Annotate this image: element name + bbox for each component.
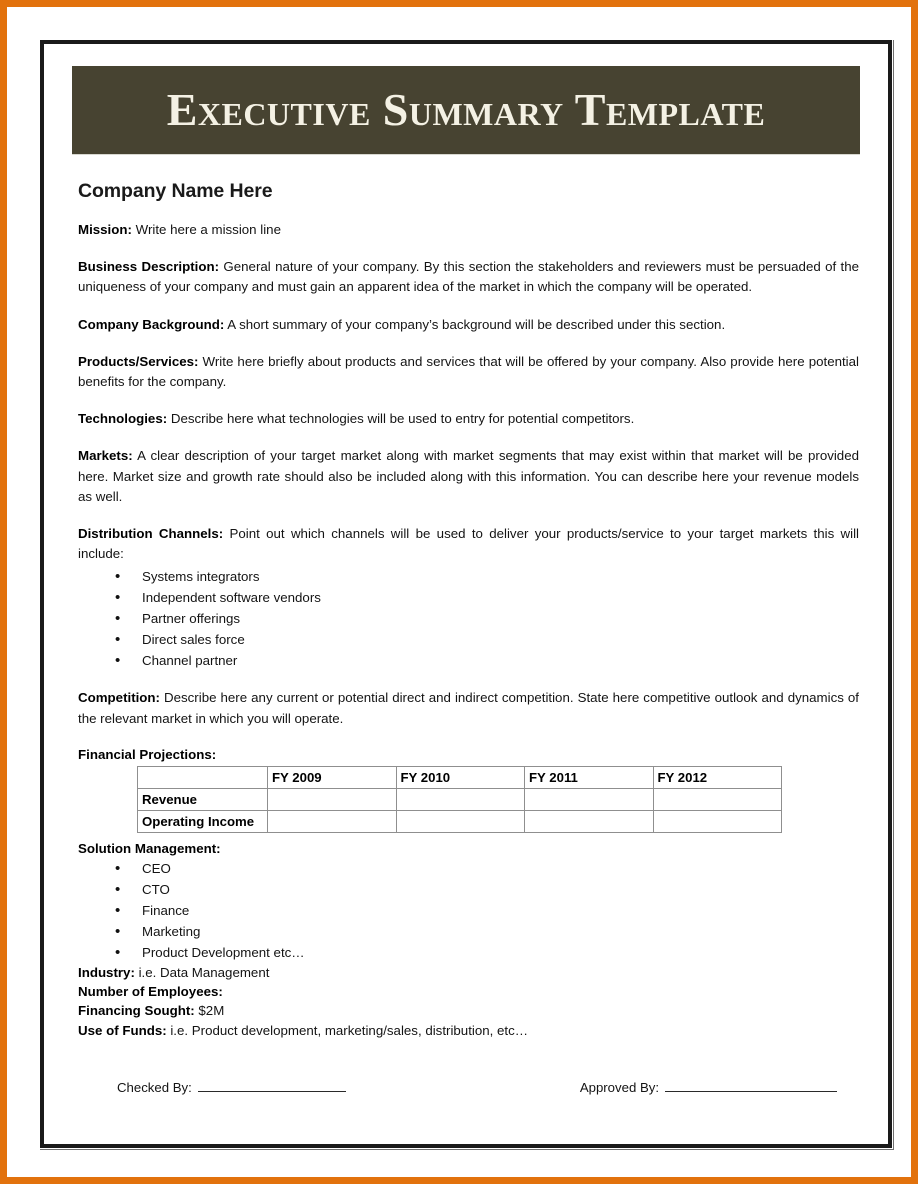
section-text-technologies: Describe here what technologies will be used to entry for potential competitors. bbox=[167, 411, 635, 427]
section-label-company-background: Company Background: bbox=[78, 316, 225, 332]
list-item: • Channel partner bbox=[75, 650, 859, 671]
column-header-fy2009: FY 2009 bbox=[268, 766, 397, 788]
section-products-services bbox=[78, 352, 859, 392]
section-text-competition: Describe here any current or potential direct and indirect competition. State here competitive outlook and dynamics of the relevant market in which you will operate. bbox=[78, 690, 859, 726]
list-item: • Product Development etc… bbox=[75, 942, 859, 963]
section-mission bbox=[78, 220, 859, 240]
detail-use-of-funds bbox=[78, 1021, 859, 1040]
list-item: • Marketing bbox=[75, 921, 859, 942]
detail-value-financing-sought: $2M bbox=[194, 1003, 225, 1019]
section-competition bbox=[78, 688, 859, 728]
page-title: Executive Summary Template bbox=[166, 84, 766, 135]
section-technologies bbox=[78, 409, 859, 429]
signature-row bbox=[75, 1080, 859, 1095]
detail-financing-sought bbox=[78, 1001, 859, 1020]
detail-label-financing-sought: Financing Sought: bbox=[78, 1003, 195, 1019]
column-header-fy2011: FY 2011 bbox=[525, 766, 654, 788]
column-header-fy2012: FY 2012 bbox=[653, 766, 782, 788]
detail-value-industry: i.e. Data Management bbox=[134, 964, 270, 980]
section-label-technologies: Technologies: bbox=[78, 411, 168, 427]
solution-management-label: Solution Management: bbox=[78, 840, 221, 856]
approved-by-label: Approved By: bbox=[579, 1079, 659, 1095]
row-label-revenue: Revenue bbox=[138, 788, 268, 810]
financial-projections-label: Financial Projections: bbox=[78, 746, 217, 762]
section-label-business-description: Business Description: bbox=[78, 259, 220, 275]
row-label-operating-income: Operating Income bbox=[138, 810, 268, 832]
document-title-banner bbox=[72, 66, 860, 154]
section-text-markets: A clear description of your target market along with market segments that may exist within that market will be provided here. Market size and growth rate should also be included along with this information. You can describe here your revenue models as well. bbox=[78, 448, 859, 504]
table-row bbox=[138, 788, 782, 810]
table-corner-cell bbox=[138, 766, 268, 788]
section-label-distribution-channels: Distribution Channels: bbox=[78, 526, 224, 542]
cell-operating-income-fy2012[interactable] bbox=[653, 810, 782, 832]
section-label-mission: Mission: bbox=[78, 222, 132, 237]
section-business-description bbox=[78, 257, 859, 297]
section-label-competition: Competition: bbox=[78, 690, 160, 706]
column-header-fy2010: FY 2010 bbox=[396, 766, 525, 788]
list-item: • CTO bbox=[75, 879, 859, 900]
cell-revenue-fy2010[interactable] bbox=[396, 788, 525, 810]
detail-value-use-of-funds: i.e. Product development, marketing/sales, distribution, etc… bbox=[166, 1022, 529, 1038]
document-page bbox=[40, 40, 892, 1148]
detail-label-number-of-employees: Number of Employees: bbox=[78, 984, 223, 1000]
cell-revenue-fy2009[interactable] bbox=[268, 788, 397, 810]
section-label-products-services: Products/Services: bbox=[78, 353, 199, 369]
list-item: • Finance bbox=[75, 900, 859, 921]
approved-by-field bbox=[580, 1080, 837, 1095]
list-item: • CEO bbox=[75, 858, 859, 879]
detail-label-use-of-funds: Use of Funds: bbox=[78, 1022, 167, 1038]
cell-revenue-fy2011[interactable] bbox=[525, 788, 654, 810]
section-text-products-services: Write here briefly about products and services that will be offered by your company. Also provide here potential benefits for the company. bbox=[78, 353, 859, 390]
list-item: • Systems integrators bbox=[75, 566, 859, 587]
detail-label-industry: Industry: bbox=[78, 964, 135, 980]
cell-revenue-fy2012[interactable] bbox=[653, 788, 782, 810]
checked-by-field bbox=[117, 1080, 346, 1095]
detail-number-of-employees bbox=[78, 982, 859, 1001]
financial-projections-table bbox=[137, 766, 782, 833]
checked-by-label: Checked By: bbox=[117, 1079, 192, 1095]
list-item: • Partner offerings bbox=[75, 608, 859, 629]
distribution-channels-list bbox=[75, 566, 859, 671]
cell-operating-income-fy2009[interactable] bbox=[268, 810, 397, 832]
table-header-row bbox=[138, 766, 782, 788]
section-markets bbox=[78, 446, 859, 507]
list-item: • Direct sales force bbox=[75, 629, 859, 650]
detail-industry bbox=[78, 963, 859, 982]
approved-by-rule[interactable] bbox=[665, 1081, 837, 1092]
financial-projections-table-wrapper bbox=[137, 766, 782, 833]
page-content bbox=[44, 44, 888, 1144]
section-distribution-channels bbox=[78, 524, 859, 564]
section-label-markets: Markets: bbox=[78, 448, 133, 464]
cell-operating-income-fy2011[interactable] bbox=[525, 810, 654, 832]
solution-management-list bbox=[75, 858, 859, 963]
list-item: • Independent software vendors bbox=[75, 587, 859, 608]
section-text-mission: Write here a mission line bbox=[131, 222, 281, 237]
checked-by-rule[interactable] bbox=[198, 1081, 346, 1092]
section-text-distribution-channels: Point out which channels will be used to deliver your products/service to your target markets this will include: bbox=[78, 526, 859, 562]
section-company-background bbox=[78, 315, 859, 335]
company-name-heading: Company Name Here bbox=[78, 180, 273, 202]
section-text-business-description: General nature of your company. By this section the stakeholders and reviewers must be persuaded of the uniqueness of your company and must gain an apparent idea of the market in which the company will be operated. bbox=[78, 259, 860, 295]
cell-operating-income-fy2010[interactable] bbox=[396, 810, 525, 832]
table-row bbox=[138, 810, 782, 832]
section-text-company-background: A short summary of your company’s background will be described under this section. bbox=[224, 316, 726, 332]
document-body bbox=[67, 180, 865, 1095]
